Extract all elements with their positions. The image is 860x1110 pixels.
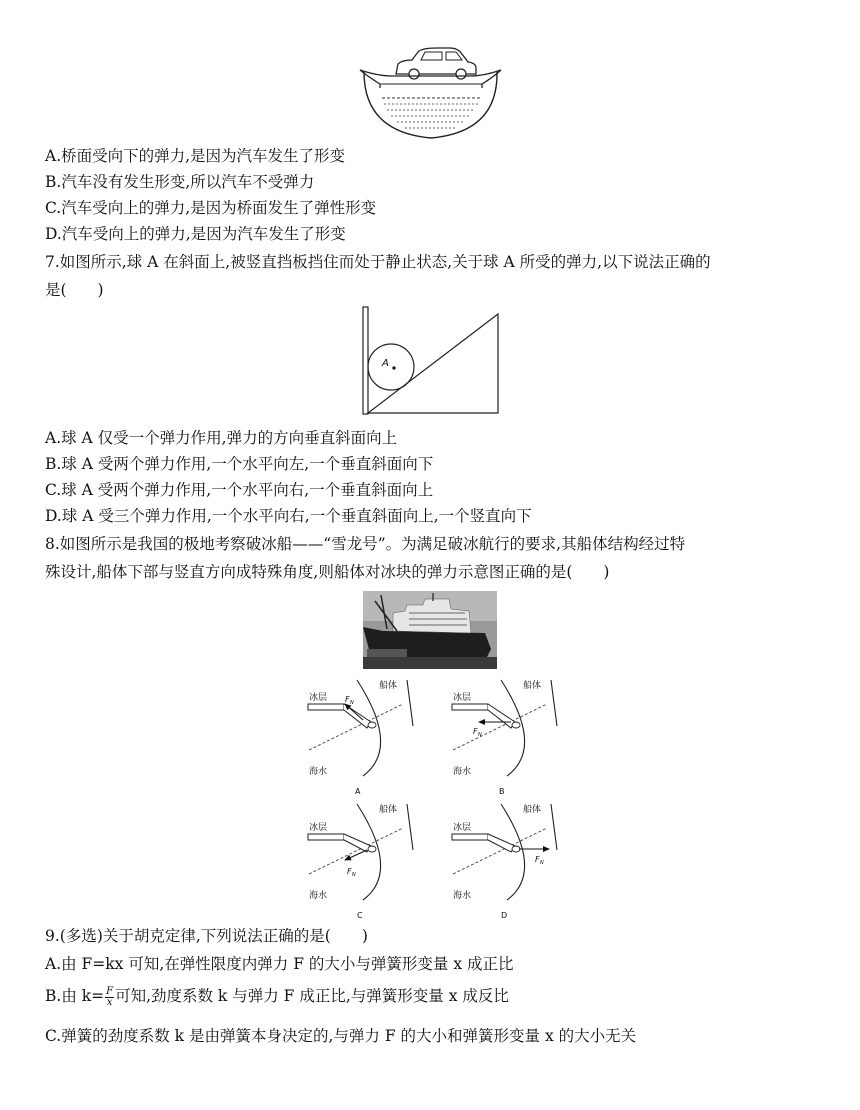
hull-label: 船体 (379, 681, 398, 691)
q9-option-a: A.由 F=kx 可知,在弹性限度内弹力 F 的大小与弹簧形变量 x 成正比 (45, 955, 514, 973)
ice-layer-label: 冰层 (453, 823, 472, 833)
ice-layer-label: 冰层 (309, 823, 328, 833)
ball-label: A (382, 358, 389, 369)
q7-option-b: B.球 A 受两个弹力作用,一个水平向左,一个垂直斜面向下 (45, 455, 434, 473)
ball-incline-figure (362, 306, 500, 416)
diagram-label-a: A (355, 787, 361, 796)
q8-stem-line1: 8.如图所示是我国的极地考察破冰船——“雪龙号”。为满足破冰航行的要求,其船体结构经过特 (45, 535, 686, 553)
force-label: F (473, 727, 478, 736)
q6-option-c: C.汽车受向上的弹力,是因为桥面发生了弹性形变 (45, 199, 377, 217)
force-subscript: N (350, 700, 354, 706)
force-label: F (535, 855, 540, 864)
force-diagram-a (305, 678, 415, 798)
sea-label: 海水 (309, 767, 328, 777)
q7-stem-line2: 是( ) (45, 281, 104, 299)
diagram-label-d: D (501, 911, 508, 920)
force-diagram-b (449, 678, 559, 798)
diagram-label-b: B (499, 787, 505, 796)
icebreaker-photo (363, 591, 497, 669)
sea-label: 海水 (453, 767, 472, 777)
car-bridge-figure (358, 40, 503, 142)
diagram-label-c: C (357, 911, 363, 920)
sea-label: 海水 (453, 891, 472, 901)
fraction-denominator: x (106, 996, 113, 1008)
sea-label: 海水 (309, 891, 328, 901)
q7-option-a: A.球 A 仅受一个弹力作用,弹力的方向垂直斜面向上 (45, 429, 398, 447)
q6-option-d: D.汽车受向上的弹力,是因为汽车发生了形变 (45, 225, 346, 243)
ice-layer-label: 冰层 (309, 693, 328, 703)
force-subscript: N (478, 732, 482, 738)
force-subscript: N (540, 860, 544, 866)
force-label: F (345, 695, 350, 704)
q9-option-b-prefix: B.由 k= (45, 987, 105, 1005)
fraction-numerator: F (106, 985, 114, 997)
force-diagram-d (449, 802, 559, 922)
q7-option-c: C.球 A 受两个弹力作用,一个水平向右,一个垂直斜面向上 (45, 481, 434, 499)
q7-option-d: D.球 A 受三个弹力作用,一个水平向右,一个垂直斜面向上,一个竖直向下 (45, 507, 532, 525)
q7-stem-line1: 7.如图所示,球 A 在斜面上,被竖直挡板挡住而处于静止状态,关于球 A 所受的弹力,以下说法正确的 (45, 253, 711, 271)
q6-option-b: B.汽车没有发生形变,所以汽车不受弹力 (45, 173, 315, 191)
q9-stem: 9.(多选)关于胡克定律,下列说法正确的是( ) (45, 927, 368, 945)
force-label: F (347, 867, 352, 876)
q9-option-b-suffix: 可知,劲度系数 k 与弹力 F 成正比,与弹簧形变量 x 成反比 (115, 987, 509, 1005)
q9-option-c: C.弹簧的劲度系数 k 是由弹簧本身决定的,与弹力 F 的大小和弹簧形变量 x 的大小无关 (45, 1027, 637, 1045)
hull-label: 船体 (379, 805, 398, 815)
ice-layer-label: 冰层 (453, 693, 472, 703)
hull-label: 船体 (523, 805, 542, 815)
hull-label: 船体 (523, 681, 542, 691)
force-subscript: N (352, 872, 356, 878)
k-formula-fraction (105, 987, 114, 1008)
q9-option-b (45, 986, 509, 1008)
q6-option-a: A.桥面受向下的弹力,是因为汽车发生了形变 (45, 147, 346, 165)
force-diagram-c (305, 802, 415, 922)
q8-stem-line2: 殊设计,船体下部与竖直方向成特殊角度,则船体对冰块的弹力示意图正确的是( ) (45, 563, 610, 581)
